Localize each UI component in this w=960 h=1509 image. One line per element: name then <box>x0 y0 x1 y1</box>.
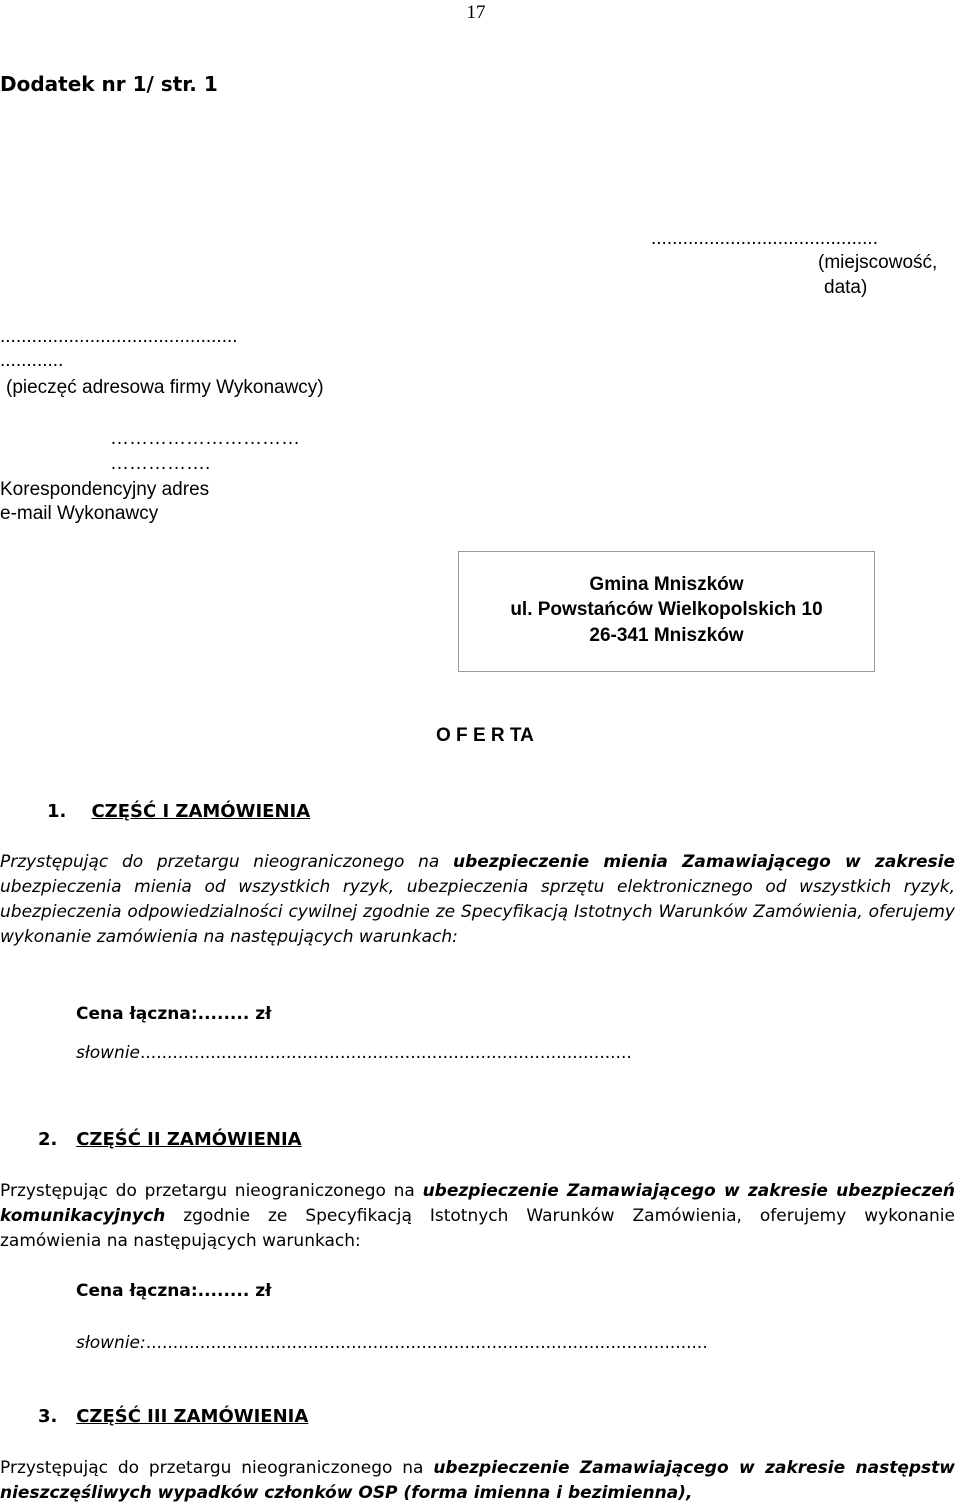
page-number: 17 <box>466 2 486 23</box>
email-label-line2: e-mail Wykonawcy <box>0 503 159 524</box>
section-2-in-words <box>76 1333 708 1353</box>
date-label: data) <box>824 277 868 298</box>
recipient-name: Gmina Mniszków <box>589 574 744 595</box>
stamp-label: (pieczęć adresowa firmy Wykonawcy) <box>6 377 324 398</box>
section-1-text-a: Przystępując do przetargu nieograniczonego na <box>0 852 454 872</box>
section-1-text <box>0 850 955 950</box>
email-dots-line2: ……………. <box>110 453 211 474</box>
section-2-text <box>0 1179 955 1254</box>
section-2-number: 2. <box>38 1129 58 1150</box>
section-1-price: Cena łączna:........ zł <box>76 1004 272 1024</box>
section-3-number: 3. <box>38 1406 58 1427</box>
section-2-in-words-label: słownie: <box>76 1333 146 1353</box>
section-1-number: 1. <box>47 801 67 822</box>
recipient-address-box <box>458 551 875 672</box>
annex-title: Dodatek nr 1/ str. 1 <box>0 72 218 96</box>
section-2-price: Cena łączna:........ zł <box>76 1281 272 1301</box>
email-dots-line1: ………………………… <box>110 428 300 449</box>
recipient-city: 26-341 Mniszków <box>589 625 744 646</box>
recipient-street: ul. Powstańców Wielkopolskich 10 <box>510 599 823 620</box>
section-3-heading <box>38 1406 308 1427</box>
section-1-text-c: ubezpieczenia mienia od wszystkich ryzyk, ubezpieczenia sprzętu elektronicznego od wszystkich ryzyk, ubezpieczenia odpowiedzialności cywilnej zgodnie ze Specyfikacją Istotnych Warunków Zamówienia, oferujemy wykonanie zamówienia na następujących warunkach: <box>0 877 955 947</box>
offer-title: O F E R TA <box>436 725 534 746</box>
section-2-title: CZĘŚĆ II ZAMÓWIENIA <box>76 1129 302 1150</box>
section-3-title: CZĘŚĆ III ZAMÓWIENIA <box>76 1406 309 1427</box>
section-1-heading <box>47 801 310 822</box>
section-1-title: CZĘŚĆ I ZAMÓWIENIA <box>91 801 311 822</box>
section-2-text-a: Przystępując do przetargu nieograniczonego na <box>0 1181 423 1201</box>
stamp-dots-line1: ............................................. <box>0 326 238 347</box>
section-1-text-emphasis: ubezpieczenie mienia Zamawiającego w zakresie <box>453 852 955 872</box>
section-1-in-words-dots: ........................................................................................... <box>140 1043 632 1063</box>
section-3-text <box>0 1456 955 1506</box>
section-2-text-emphasis: ubezpieczenie Zamawiającego w zakresie ubezpieczeń komunikacyjnych <box>0 1181 955 1226</box>
section-2-in-words-dots: ........................................................................................................ <box>145 1333 708 1353</box>
place-date-dots: ........................................... <box>651 228 878 249</box>
section-2-text-c: zgodnie ze Specyfikacją Istotnych Warunków Zamówienia, oferujemy wykonanie zamówienia na następujących warunkach: <box>0 1206 955 1251</box>
place-label: (miejscowość, <box>818 252 938 273</box>
section-1-in-words <box>76 1043 632 1063</box>
section-1-in-words-label: słownie <box>76 1043 140 1063</box>
section-2-heading <box>38 1129 302 1150</box>
stamp-dots-line2: ............ <box>0 350 64 371</box>
section-3-text-emphasis: ubezpieczenie Zamawiającego w zakresie następstw nieszczęśliwych wypadków członków OSP (forma imienna i bezimienna), <box>0 1458 956 1503</box>
email-label-line1: Korespondencyjny adres <box>0 479 210 500</box>
section-3-text-a: Przystępując do przetargu nieograniczonego na <box>0 1458 434 1478</box>
